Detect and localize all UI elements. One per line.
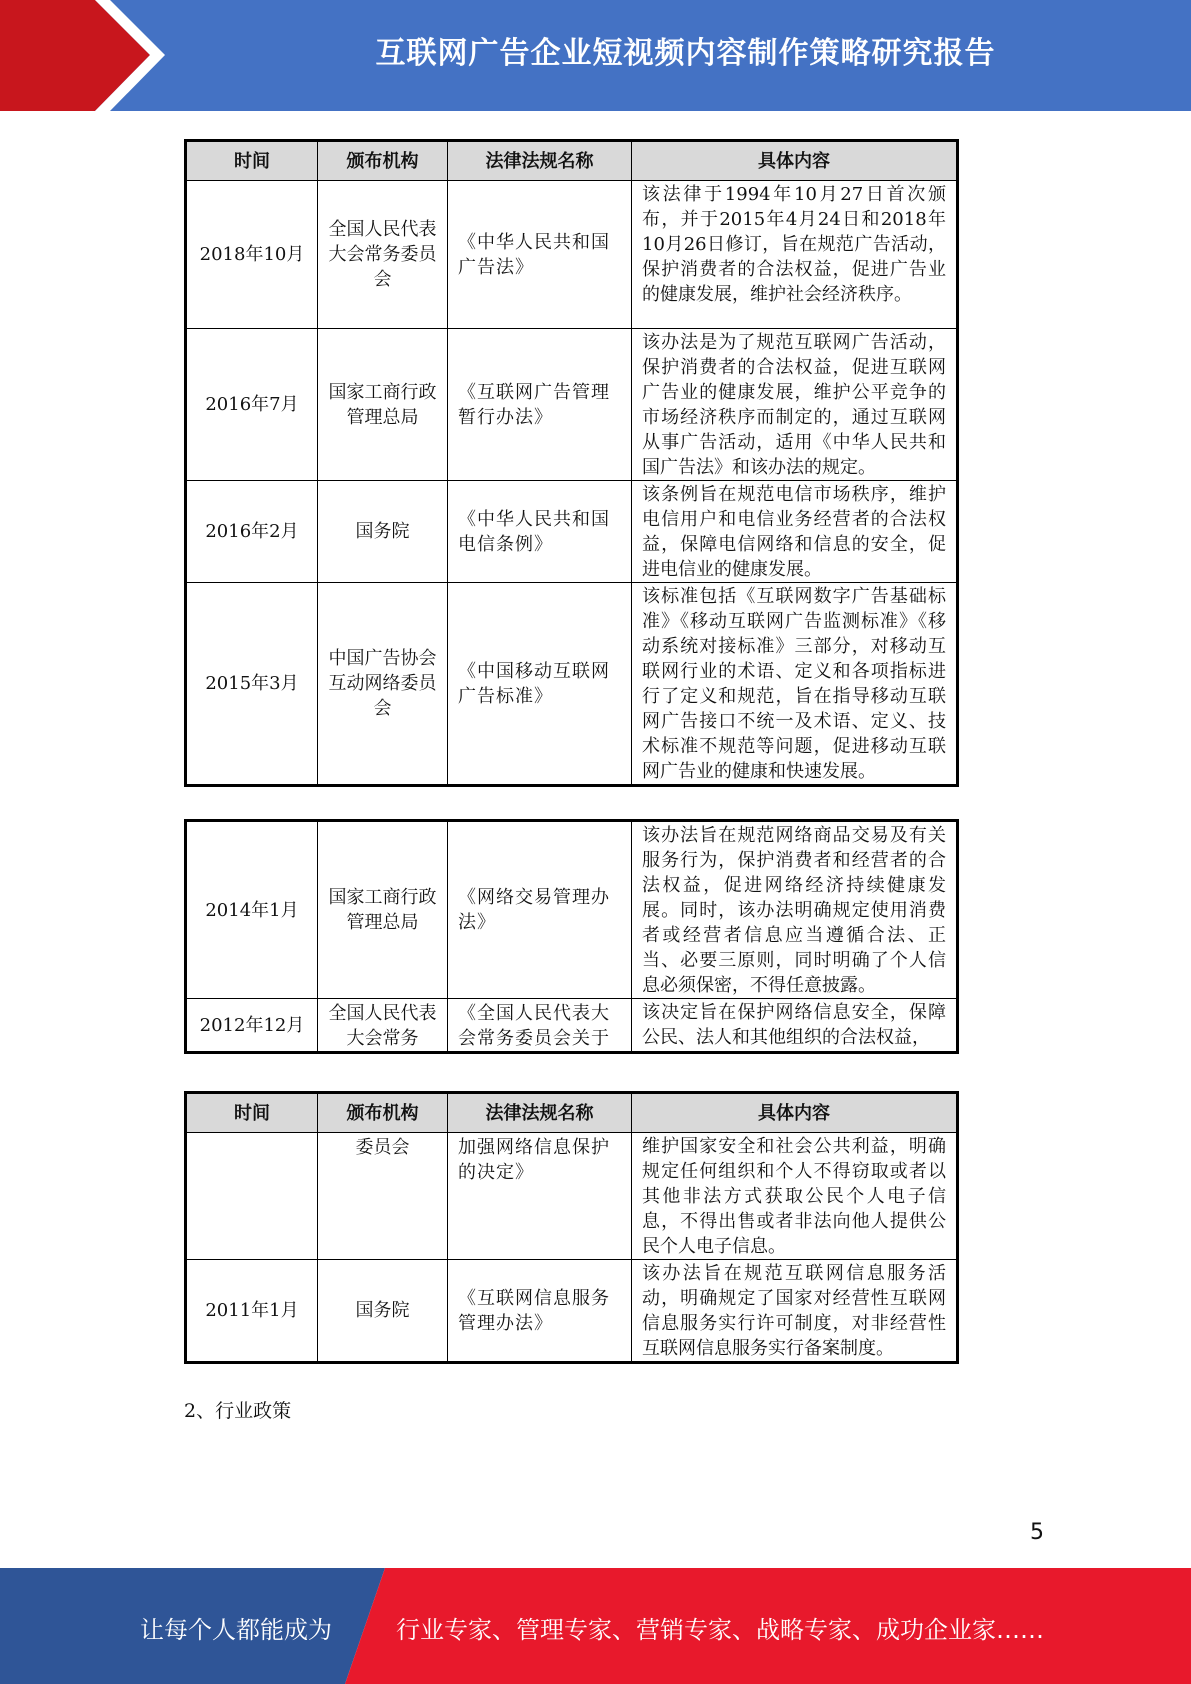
regulations-table-1	[184, 139, 959, 787]
table-header-row	[186, 1093, 958, 1133]
cell-law-name: 《网络交易管理办法》	[448, 821, 632, 999]
page-number: 5	[1030, 1520, 1044, 1545]
col-header-content: 具体内容	[632, 1093, 958, 1133]
cell-law-name: 加强网络信息保护的决定》	[448, 1133, 632, 1260]
cell-law-name: 《全国人民代表大会常务委员会关于	[448, 999, 632, 1053]
cell-org: 国家工商行政管理总局	[318, 821, 448, 999]
cell-time: 2014年1月	[186, 821, 318, 999]
table-row	[186, 181, 958, 329]
col-header-content: 具体内容	[632, 141, 958, 181]
table-row	[186, 329, 958, 481]
table-header-row	[186, 141, 958, 181]
regulations-table-2	[184, 819, 959, 1054]
cell-time	[186, 1133, 318, 1260]
cell-content: 该条例旨在规范电信市场秩序，维护电信用户和电信业务经营者的合法权益，保障电信网络和信息的安全，促进电信业的健康发展。	[632, 481, 958, 583]
footer-slogan-left: 让每个人都能成为	[140, 1616, 332, 1644]
cell-content: 该办法旨在规范网络商品交易及有关服务行为，保护消费者和经营者的合法权益，促进网络经济持续健康发展。同时，该办法明确规定使用消费者或经营者信息应当遵循合法、正当、必要三原则，同时明确了个人信息必须保密，不得任意披露。	[632, 821, 958, 999]
cell-law-name: 《中华人民共和国电信条例》	[448, 481, 632, 583]
col-header-time: 时间	[186, 141, 318, 181]
table-row	[186, 999, 958, 1053]
table-row	[186, 1260, 958, 1363]
cell-time: 2016年2月	[186, 481, 318, 583]
table-row	[186, 821, 958, 999]
cell-time: 2011年1月	[186, 1260, 318, 1363]
cell-time: 2012年12月	[186, 999, 318, 1053]
cell-content: 该决定旨在保护网络信息安全，保障公民、法人和其他组织的合法权益，	[632, 999, 958, 1053]
page-header	[0, 0, 1191, 111]
cell-org: 全国人民代表大会常务	[318, 999, 448, 1053]
cell-law-name: 《中国移动互联网广告标准》	[448, 583, 632, 786]
cell-content: 该办法是为了规范互联网广告活动，保护消费者的合法权益，促进互联网广告业的健康发展，维护公平竞争的市场经济秩序而制定的，通过互联网从事广告活动，适用《中华人民共和国广告法》和该办法的规定。	[632, 329, 958, 481]
col-header-org: 颁布机构	[318, 1093, 448, 1133]
cell-time: 2015年3月	[186, 583, 318, 786]
section-heading: 2、行业政策	[184, 1400, 292, 1422]
cell-org: 国务院	[318, 1260, 448, 1363]
col-header-time: 时间	[186, 1093, 318, 1133]
footer-slogan-right: 行业专家、管理专家、营销专家、战略专家、成功企业家……	[396, 1616, 1044, 1644]
col-header-org: 颁布机构	[318, 141, 448, 181]
table-row	[186, 481, 958, 583]
cell-law-name: 《互联网广告管理暂行办法》	[448, 329, 632, 481]
page-footer	[0, 1568, 1191, 1684]
cell-org: 中国广告协会互动网络委员会	[318, 583, 448, 786]
cell-law-name: 《互联网信息服务管理办法》	[448, 1260, 632, 1363]
cell-time: 2018年10月	[186, 181, 318, 329]
cell-org: 国务院	[318, 481, 448, 583]
cell-org: 全国人民代表大会常务委员会	[318, 181, 448, 329]
cell-content: 维护国家安全和社会公共利益，明确规定任何组织和个人不得窃取或者以其他非法方式获取公民个人电子信息，不得出售或者非法向他人提供公民个人电子信息。	[632, 1133, 958, 1260]
cell-law-name: 《中华人民共和国广告法》	[448, 181, 632, 329]
cell-content: 该法律于1994年10月27日首次颁布，并于2015年4月24日和2018年10月26日修订，旨在规范广告活动，保护消费者的合法权益，促进广告业的健康发展，维护社会经济秩序。	[632, 181, 958, 329]
col-header-name: 法律法规名称	[448, 1093, 632, 1133]
cell-org: 国家工商行政管理总局	[318, 329, 448, 481]
report-title: 互联网广告企业短视频内容制作策略研究报告	[375, 36, 996, 71]
table-row	[186, 1133, 958, 1260]
col-header-name: 法律法规名称	[448, 141, 632, 181]
cell-org: 委员会	[318, 1133, 448, 1260]
cell-content: 该办法旨在规范互联网信息服务活动，明确规定了国家对经营性互联网信息服务实行许可制度，对非经营性互联网信息服务实行备案制度。	[632, 1260, 958, 1363]
cell-time: 2016年7月	[186, 329, 318, 481]
regulations-table-3	[184, 1091, 959, 1364]
table-row	[186, 583, 958, 786]
cell-content: 该标准包括《互联网数字广告基础标准》《移动互联网广告监测标准》《移动系统对接标准》三部分，对移动互联网行业的术语、定义和各项指标进行了定义和规范，旨在指导移动互联网广告接口不统一及术语、定义、技术标准不规范等问题，促进移动互联网广告业的健康和快速发展。	[632, 583, 958, 786]
